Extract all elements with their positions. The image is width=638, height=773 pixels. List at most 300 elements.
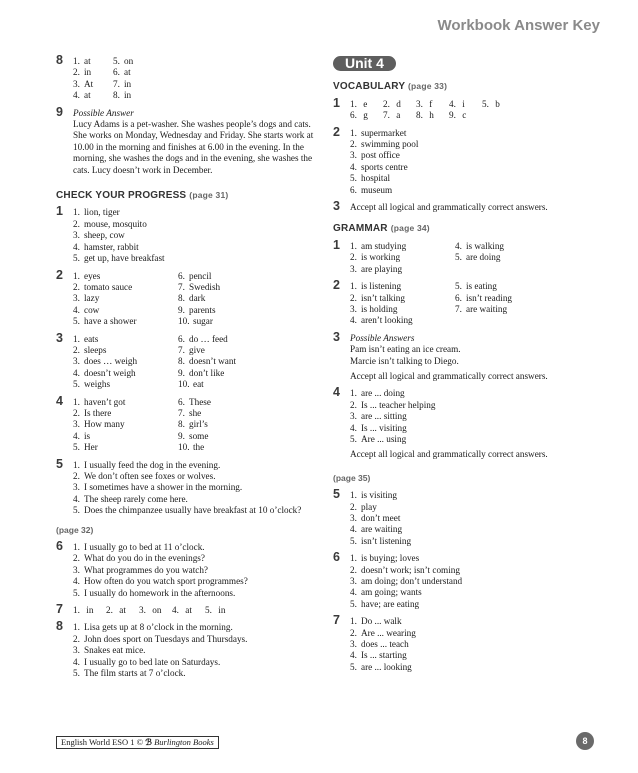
item-number: 3. bbox=[139, 605, 146, 616]
item-number: 3. bbox=[350, 303, 357, 314]
exercise-8 bbox=[56, 53, 318, 102]
page-reference: (page 35) bbox=[333, 472, 371, 483]
item-text: mouse, mosquito bbox=[84, 218, 147, 229]
item-text: are ... doing bbox=[361, 388, 405, 399]
answer-item bbox=[350, 293, 455, 304]
item-number: 6. bbox=[455, 292, 462, 303]
answer-item bbox=[350, 650, 591, 661]
answer-item bbox=[73, 282, 178, 293]
item-text: supermarket bbox=[361, 127, 407, 138]
answer-item bbox=[73, 397, 178, 408]
item-number: 3. bbox=[416, 98, 423, 109]
item-text: What do you do in the evenings? bbox=[84, 553, 205, 564]
item-text: is buying; loves bbox=[361, 553, 420, 564]
item-text: she bbox=[189, 407, 202, 418]
answer-item bbox=[416, 110, 449, 121]
answer-item bbox=[73, 271, 178, 282]
item-text: d bbox=[394, 98, 401, 109]
item-text: I sometimes have a shower in the morning. bbox=[84, 482, 243, 493]
answer-list bbox=[73, 271, 318, 328]
answer-item bbox=[455, 304, 565, 315]
item-number: 4. bbox=[73, 430, 80, 441]
answer-list bbox=[73, 460, 318, 517]
item-number: 2. bbox=[350, 564, 357, 575]
item-number: 4. bbox=[350, 422, 357, 433]
answer-item bbox=[350, 139, 591, 150]
item-number: 5. bbox=[73, 316, 80, 327]
item-text: post office bbox=[361, 150, 400, 161]
answer-list bbox=[350, 553, 591, 610]
item-number: 2. bbox=[73, 67, 80, 78]
item-number: 2. bbox=[73, 633, 80, 644]
answer-item bbox=[73, 345, 178, 356]
item-number: 7. bbox=[113, 78, 120, 89]
item-text: at bbox=[124, 67, 131, 78]
answer-item bbox=[73, 56, 113, 67]
answer-item bbox=[350, 502, 591, 513]
item-number: 1. bbox=[73, 333, 80, 344]
answer-item bbox=[350, 536, 591, 547]
answer-list bbox=[350, 616, 591, 673]
section-title: CHECK YOUR PROGRESS bbox=[56, 190, 187, 202]
item-text: i bbox=[460, 98, 465, 109]
answer-item bbox=[73, 460, 318, 471]
exercise-2 bbox=[56, 267, 318, 328]
exercise-7 bbox=[333, 613, 591, 673]
answer-row bbox=[350, 110, 591, 121]
item-text: is holding bbox=[361, 303, 398, 314]
item-text: play bbox=[361, 501, 377, 512]
section-page: (page 33) bbox=[408, 81, 448, 92]
item-number: 7. bbox=[178, 407, 185, 418]
answer-item bbox=[73, 657, 318, 668]
answer-item bbox=[350, 576, 591, 587]
exercise-6 bbox=[333, 550, 591, 610]
answer-line: Pam isn’t eating an ice cream. bbox=[350, 344, 461, 355]
exercise-7 bbox=[56, 602, 318, 617]
item-number: 2. bbox=[350, 139, 357, 150]
answer-item bbox=[350, 565, 591, 576]
exercise-3 bbox=[56, 330, 318, 391]
answer-item bbox=[350, 241, 455, 252]
item-text: sports centre bbox=[361, 161, 408, 172]
item-text: How often do you watch sport programmes? bbox=[84, 576, 248, 587]
answer-item bbox=[73, 645, 318, 656]
answer-item bbox=[73, 576, 318, 587]
item-text: are ... looking bbox=[361, 661, 412, 672]
item-text: f bbox=[427, 98, 433, 109]
item-text: tomato sauce bbox=[84, 281, 133, 292]
item-number: 4. bbox=[73, 90, 80, 101]
item-number: 1. bbox=[350, 240, 357, 251]
item-number: 5. bbox=[482, 98, 489, 109]
item-number: 4. bbox=[350, 524, 357, 535]
item-text: How many bbox=[84, 419, 125, 430]
answer-row bbox=[350, 99, 591, 110]
item-text: Lisa gets up at 8 o’clock in the morning. bbox=[84, 622, 233, 633]
item-text: What programmes do you watch? bbox=[84, 564, 208, 575]
item-text: weighs bbox=[84, 379, 111, 390]
section-heading bbox=[333, 81, 591, 92]
item-number: 10. bbox=[178, 442, 190, 453]
item-text: sheep, cow bbox=[84, 230, 125, 241]
item-text: eat bbox=[193, 379, 204, 390]
item-number: 5. bbox=[350, 433, 357, 444]
item-number: 5. bbox=[455, 281, 462, 292]
answer-paragraph: Lucy Adams is a pet-washer. She washes people’s dogs and cats. She works on Monday, Wednesday and Friday. She starts work at 10.00 in the morning and finishes at 6.00 in the evening. In the morning, she washes the dogs and in the evening, she washes the cats. Lucy doesn’t work in December. bbox=[73, 119, 314, 175]
exercise-3 bbox=[333, 199, 591, 214]
answer-line: Marcie isn’t talking to Diego. bbox=[350, 355, 459, 366]
item-text: hospital bbox=[361, 173, 391, 184]
answer-item bbox=[172, 605, 205, 616]
answer-item bbox=[73, 356, 178, 367]
item-text: at bbox=[84, 56, 91, 66]
item-number: 5. bbox=[73, 442, 80, 453]
item-number: 5. bbox=[113, 56, 120, 66]
answer-item bbox=[449, 110, 482, 121]
answer-item bbox=[350, 400, 591, 411]
answer-item bbox=[350, 304, 455, 315]
answer-row bbox=[73, 605, 318, 616]
right-column bbox=[333, 56, 591, 679]
item-number: 7. bbox=[178, 281, 185, 292]
item-text: Are ... wearing bbox=[361, 627, 416, 638]
answer-item bbox=[350, 434, 591, 445]
item-number: 3. bbox=[350, 150, 357, 161]
item-number: 1. bbox=[350, 388, 357, 399]
exercise-3 bbox=[333, 329, 591, 383]
item-number: 5. bbox=[350, 173, 357, 184]
item-text: is working bbox=[361, 252, 401, 263]
answer-item bbox=[350, 524, 591, 535]
answer-item bbox=[455, 281, 565, 292]
item-number: 5. bbox=[350, 661, 357, 672]
answer-label: Possible Answers bbox=[350, 332, 415, 343]
answer-item bbox=[73, 379, 178, 390]
answer-item bbox=[350, 185, 591, 196]
answer-item bbox=[350, 628, 591, 639]
answer-item bbox=[350, 513, 591, 524]
exercise-9 bbox=[56, 104, 318, 176]
answer-item bbox=[73, 442, 178, 453]
item-text: isn’t listening bbox=[361, 535, 412, 546]
item-number: 4. bbox=[350, 650, 357, 661]
item-text: doesn’t weigh bbox=[84, 367, 136, 378]
item-text: get up, have breakfast bbox=[84, 253, 165, 264]
item-number: 1. bbox=[350, 553, 357, 564]
exercise-number: 3 bbox=[333, 199, 340, 214]
item-number: 3. bbox=[73, 293, 80, 304]
answer-item bbox=[73, 368, 178, 379]
answer-item bbox=[350, 128, 591, 139]
item-text: I usually feed the dog in the evening. bbox=[84, 459, 221, 470]
item-number: 4. bbox=[449, 98, 456, 109]
item-text: c bbox=[460, 110, 467, 121]
answer-item bbox=[73, 305, 178, 316]
answer-item bbox=[73, 67, 113, 78]
answer-item bbox=[383, 99, 416, 110]
item-number: 1. bbox=[73, 605, 80, 616]
exercise-number: 8 bbox=[56, 619, 63, 634]
exercise-number: 8 bbox=[56, 53, 63, 67]
answer-label: Possible Answer bbox=[73, 107, 134, 118]
item-text: does … weigh bbox=[84, 356, 138, 367]
item-number: 3. bbox=[73, 230, 80, 241]
item-number: 3. bbox=[73, 482, 80, 493]
answer-item bbox=[73, 634, 318, 645]
item-text: lazy bbox=[84, 293, 100, 304]
item-number: 2. bbox=[350, 252, 357, 263]
item-number: 5. bbox=[350, 598, 357, 609]
answer-item bbox=[106, 605, 139, 616]
item-number: 4. bbox=[73, 493, 80, 504]
item-text: Snakes eat mice. bbox=[84, 645, 146, 656]
item-text: don’t like bbox=[189, 367, 225, 378]
exercise-number: 5 bbox=[56, 456, 63, 471]
item-number: 8. bbox=[113, 90, 120, 101]
item-number: 6. bbox=[178, 396, 185, 407]
exercise-5 bbox=[56, 456, 318, 517]
answer-item bbox=[178, 316, 288, 327]
item-text: Her bbox=[84, 442, 98, 453]
item-text: museum bbox=[361, 184, 393, 195]
answer-item bbox=[350, 411, 591, 422]
item-text: give bbox=[189, 344, 205, 355]
answer-item bbox=[73, 419, 178, 430]
item-text: The sheep rarely come here. bbox=[84, 493, 188, 504]
answer-item bbox=[73, 242, 318, 253]
item-number: 3. bbox=[350, 263, 357, 274]
item-text: John does sport on Tuesdays and Thursdays. bbox=[84, 633, 248, 644]
item-number: 3. bbox=[73, 645, 80, 656]
item-number: 3. bbox=[350, 513, 357, 523]
item-text: have a shower bbox=[84, 316, 137, 327]
item-text: Do ... walk bbox=[361, 616, 402, 627]
answer-item bbox=[449, 99, 482, 110]
item-text: isn’t reading bbox=[466, 292, 513, 303]
page-number-badge: 8 bbox=[576, 732, 594, 750]
item-number: 3. bbox=[73, 78, 80, 89]
item-text: b bbox=[493, 98, 500, 109]
item-text: sugar bbox=[193, 316, 213, 327]
answer-list bbox=[350, 388, 591, 445]
item-text: I usually do homework in the afternoons. bbox=[84, 587, 236, 598]
item-text: is visiting bbox=[361, 490, 397, 501]
item-text: Is there bbox=[84, 407, 112, 418]
answer-item bbox=[350, 423, 591, 434]
item-number: 10. bbox=[178, 316, 190, 327]
item-text: does ... teach bbox=[361, 639, 409, 650]
item-number: 4. bbox=[73, 241, 80, 252]
item-number: 2. bbox=[350, 292, 357, 303]
answer-item bbox=[178, 419, 288, 430]
item-text: eats bbox=[84, 333, 99, 344]
item-text: in bbox=[124, 78, 132, 89]
unit-badge: Unit 4 bbox=[333, 56, 396, 71]
item-text: some bbox=[189, 430, 209, 441]
answer-list bbox=[73, 207, 318, 264]
answer-item bbox=[73, 253, 318, 264]
answer-item bbox=[73, 494, 318, 505]
item-number: 3. bbox=[73, 356, 80, 367]
answer-item bbox=[178, 271, 288, 282]
item-text: Is ... teacher helping bbox=[361, 399, 436, 410]
item-text: Swedish bbox=[189, 281, 221, 292]
item-number: 9. bbox=[178, 430, 185, 441]
item-number: 1. bbox=[73, 542, 80, 553]
exercise-number: 7 bbox=[333, 613, 340, 628]
exercise-5 bbox=[333, 487, 591, 547]
answer-item bbox=[73, 588, 318, 599]
item-number: 1. bbox=[73, 270, 80, 281]
item-text: We don’t often see foxes or wolves. bbox=[84, 471, 216, 481]
answer-item bbox=[350, 264, 455, 275]
item-text: in bbox=[216, 605, 226, 616]
answer-item bbox=[73, 505, 318, 516]
answer-item bbox=[73, 408, 178, 419]
item-number: 6. bbox=[350, 184, 357, 195]
item-number: 5. bbox=[73, 505, 80, 516]
answer-item bbox=[383, 110, 416, 121]
answer-item bbox=[350, 388, 591, 399]
answer-item bbox=[350, 173, 591, 184]
item-number: 4. bbox=[172, 605, 179, 616]
empty-cell bbox=[455, 315, 565, 326]
item-text: Are ... using bbox=[361, 433, 407, 444]
item-number: 3. bbox=[73, 419, 80, 430]
answer-item bbox=[350, 99, 383, 110]
answer-item bbox=[350, 315, 455, 326]
publisher-logo: ℬ bbox=[145, 737, 152, 747]
publisher-name: Burlington Books bbox=[154, 737, 214, 747]
item-text: hamster, rabbit bbox=[84, 241, 139, 252]
item-text: The film starts at 7 o’clock. bbox=[84, 668, 186, 679]
exercise-number: 3 bbox=[333, 329, 340, 344]
item-number: 3. bbox=[350, 576, 357, 587]
item-number: 5. bbox=[205, 605, 212, 616]
item-number: 1. bbox=[73, 396, 80, 407]
item-number: 4. bbox=[350, 315, 357, 326]
exercise-number: 1 bbox=[56, 204, 63, 219]
item-text: am going; wants bbox=[361, 587, 422, 598]
answer-item bbox=[350, 150, 591, 161]
item-text: a bbox=[394, 110, 401, 121]
exercise-number: 1 bbox=[333, 237, 340, 252]
item-text: do … feed bbox=[189, 333, 228, 344]
item-text: in bbox=[84, 605, 94, 616]
section-page: (page 34) bbox=[390, 223, 430, 234]
item-text: eyes bbox=[84, 270, 101, 281]
answer-item bbox=[73, 293, 178, 304]
item-text: have; are eating bbox=[361, 598, 420, 609]
item-text: am studying bbox=[361, 240, 407, 251]
answer-item bbox=[73, 622, 318, 633]
answer-item bbox=[73, 230, 318, 241]
item-number: 3. bbox=[350, 639, 357, 650]
answer-item bbox=[178, 345, 288, 356]
answer-item bbox=[73, 207, 318, 218]
item-number: 8. bbox=[178, 419, 185, 430]
item-number: 2. bbox=[73, 553, 80, 564]
item-text: is bbox=[84, 430, 91, 441]
item-number: 4. bbox=[73, 367, 80, 378]
item-text: are playing bbox=[361, 263, 403, 274]
item-text: in bbox=[84, 67, 92, 78]
answer-item bbox=[455, 241, 565, 252]
answer-item bbox=[416, 99, 449, 110]
item-text: am doing; don’t understand bbox=[361, 576, 463, 587]
answer-item bbox=[178, 305, 288, 316]
item-number: 2. bbox=[73, 218, 80, 229]
answer-item bbox=[350, 616, 591, 627]
item-text: lion, tiger bbox=[84, 207, 120, 218]
page-header-title: Workbook Answer Key bbox=[437, 17, 600, 34]
answer-item bbox=[350, 587, 591, 598]
section-title: GRAMMAR bbox=[333, 223, 388, 235]
answer-list bbox=[73, 56, 318, 102]
item-number: 5. bbox=[73, 253, 80, 264]
item-text: are doing bbox=[466, 252, 501, 263]
item-text: I usually go to bed at 11 o’clock. bbox=[84, 542, 205, 553]
footer-text: English World ESO 1 © bbox=[61, 737, 146, 747]
answer-item bbox=[178, 368, 288, 379]
item-text: are waiting bbox=[466, 303, 508, 314]
section-title: VOCABULARY bbox=[333, 81, 406, 93]
answer-item bbox=[73, 334, 178, 345]
item-text: in bbox=[124, 90, 132, 101]
item-number: 6. bbox=[178, 333, 185, 344]
item-number: 2. bbox=[383, 98, 390, 109]
section-page: (page 31) bbox=[189, 190, 229, 201]
exercise-number: 5 bbox=[333, 487, 340, 502]
item-number: 2. bbox=[73, 407, 80, 418]
item-number: 1. bbox=[73, 622, 80, 633]
answer-list bbox=[350, 128, 591, 196]
answer-list bbox=[73, 542, 318, 599]
item-number: 10. bbox=[178, 379, 190, 390]
answer-item bbox=[350, 110, 383, 121]
item-number: 2. bbox=[350, 501, 357, 512]
item-text: Is ... visiting bbox=[361, 422, 407, 433]
item-text: at bbox=[183, 605, 192, 616]
item-text: on bbox=[124, 56, 134, 66]
item-number: 1. bbox=[350, 127, 357, 138]
item-number: 8. bbox=[178, 293, 185, 304]
answer-item bbox=[350, 553, 591, 564]
answer-item bbox=[139, 605, 172, 616]
exercise-number: 6 bbox=[333, 550, 340, 565]
answer-item bbox=[73, 431, 178, 442]
item-number: 2. bbox=[350, 399, 357, 410]
item-text: e bbox=[361, 98, 368, 109]
answer-item bbox=[350, 599, 591, 610]
item-number: 4. bbox=[455, 240, 462, 251]
item-text: girl’s bbox=[189, 419, 208, 430]
exercise-6 bbox=[56, 539, 318, 599]
item-text: swimming pool bbox=[361, 139, 419, 150]
item-number: 5. bbox=[350, 535, 357, 546]
item-text: is eating bbox=[466, 281, 497, 292]
answer-item bbox=[178, 431, 288, 442]
item-number: 1. bbox=[350, 281, 357, 292]
item-text: are waiting bbox=[361, 524, 403, 535]
answer-item bbox=[73, 471, 318, 482]
answer-item bbox=[73, 553, 318, 564]
item-text: cow bbox=[84, 304, 100, 315]
exercise-number: 3 bbox=[56, 330, 63, 345]
item-number: 3. bbox=[73, 564, 80, 575]
item-number: 8. bbox=[416, 110, 423, 121]
